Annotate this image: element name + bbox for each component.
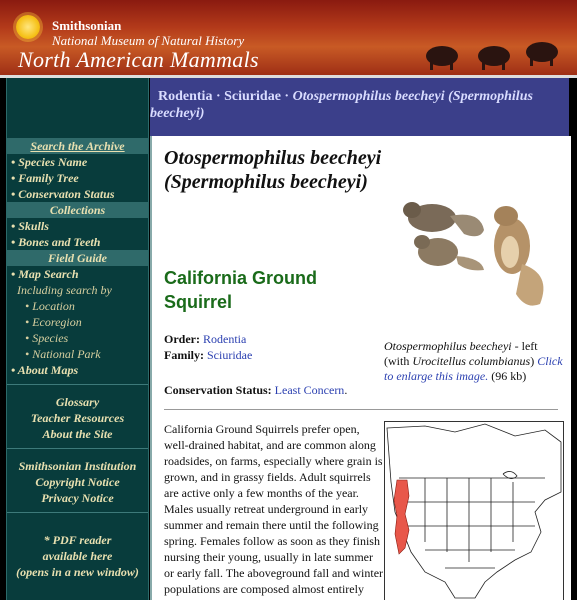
site-banner[interactable]	[0, 0, 577, 78]
conservation-status-link[interactable]: Least Concern	[274, 383, 345, 397]
scientific-name-heading: Otospermophilus beecheyi (Spermophilus beecheyi)	[164, 147, 382, 193]
breadcrumb-species-continued: beecheyi)	[150, 106, 205, 121]
sidebar-item-smithsonian-institution[interactable]: Smithsonian Institution	[18, 459, 137, 473]
order-link[interactable]: Rodentia	[202, 332, 247, 346]
north-america-map-icon	[387, 424, 561, 598]
caption-left-text: - left (with	[384, 339, 538, 368]
breadcrumb-separator: ·	[280, 89, 293, 104]
image-size-note: (96 kb)	[488, 369, 527, 383]
breadcrumb-species: Otospermophilus beecheyi (Spermophilus	[292, 89, 533, 104]
sidebar-item-copyright-notice[interactable]: Copyright Notice	[35, 475, 120, 489]
sidebar-including-search-label: Including search by	[17, 283, 112, 297]
breadcrumb-order-link[interactable]: Rodentia	[158, 89, 213, 104]
conservation-status-label: Conservation Status:	[164, 383, 272, 397]
family-label: Family:	[164, 348, 204, 362]
sidebar-pdf-available-link[interactable]: available here	[42, 549, 113, 563]
sidebar-pdf-reader-link[interactable]: * PDF reader	[43, 533, 112, 547]
site-title: North American Mammals	[18, 47, 259, 72]
sidebar-item-location[interactable]: • Location	[25, 299, 75, 313]
smithsonian-sun-logo-icon	[16, 15, 40, 39]
sidebar-item-conservation-status[interactable]: • Conservaton Status	[11, 187, 115, 201]
caption-close: )	[530, 354, 535, 368]
sidebar-item-map-search[interactable]: • Map Search	[11, 267, 79, 281]
sidebar-item-bones-teeth[interactable]: • Bones and Teeth	[11, 235, 101, 249]
sidebar-item-species[interactable]: • Species	[25, 331, 69, 345]
sidebar-item-species-name[interactable]: • Species Name	[11, 155, 88, 169]
museum-name: National Museum of Natural History	[52, 33, 245, 48]
squirrel-photo-thumbnail[interactable]	[398, 194, 558, 312]
sidebar-item-teacher-resources[interactable]: Teacher Resources	[30, 411, 125, 425]
range-map-thumbnail[interactable]	[384, 421, 564, 600]
family-line	[164, 348, 252, 363]
sidebar-item-skulls[interactable]: • Skulls	[11, 219, 49, 233]
common-name-heading: California Ground Squirrel	[164, 268, 317, 312]
conservation-status-line	[164, 383, 347, 398]
content-divider	[164, 409, 558, 410]
breadcrumb-family-link[interactable]: Sciuridae	[224, 89, 281, 104]
caption-species-name: Otospermophilus beecheyi	[384, 339, 512, 353]
caption-other-species: Urocitellus columbianus	[412, 354, 531, 368]
species-description: California Ground Squirrels prefer open, well-drained habitat, and are common along roadsides, on farms, especially where grain is grown, and in grassy fields. Adult squirrels are active only a few months of the year. Males usually retreat underground in early summer and remain there until the following spring. Females follow as soon as they finish nursing their young, usually in late summer or early fall. The aboveground fall and winter populations are composed almost entirely	[164, 422, 384, 596]
musk-ox-silhouettes-icon	[420, 38, 570, 72]
sidebar-heading-field-guide: Field Guide	[7, 250, 148, 266]
taxonomy-breadcrumb	[150, 78, 569, 136]
order-line	[164, 332, 246, 347]
sidebar-item-ecoregion[interactable]: • Ecoregion	[25, 315, 82, 329]
squirrel-illustration-icon	[403, 202, 543, 306]
institution-name: Smithsonian	[52, 18, 122, 33]
sidebar-item-privacy-notice[interactable]: Privacy Notice	[41, 491, 114, 505]
sidebar-item-national-park[interactable]: • National Park	[25, 347, 101, 361]
sidebar-item-about-maps[interactable]: • About Maps	[11, 363, 79, 377]
image-caption	[384, 339, 564, 384]
sidebar-item-about-site[interactable]: About the Site	[42, 427, 113, 441]
species-range-highlight	[394, 480, 409, 554]
sidebar-item-family-tree[interactable]: • Family Tree	[11, 171, 79, 185]
sidebar-search-archive-link[interactable]: Search the Archive	[7, 138, 148, 154]
sidebar-item-glossary[interactable]: Glossary	[55, 395, 100, 409]
sidebar-nav	[6, 78, 149, 600]
order-label: Order:	[164, 332, 200, 346]
sidebar-heading-collections: Collections	[7, 202, 148, 218]
breadcrumb-separator: ·	[212, 89, 225, 104]
family-link[interactable]: Sciuridae	[207, 348, 253, 362]
sidebar-pdf-new-window-note[interactable]: (opens in a new window)	[16, 565, 139, 579]
enlarge-image-link[interactable]: Click to enlarge this image.	[384, 354, 563, 383]
conservation-status-period: .	[344, 383, 348, 397]
species-content	[150, 136, 571, 600]
